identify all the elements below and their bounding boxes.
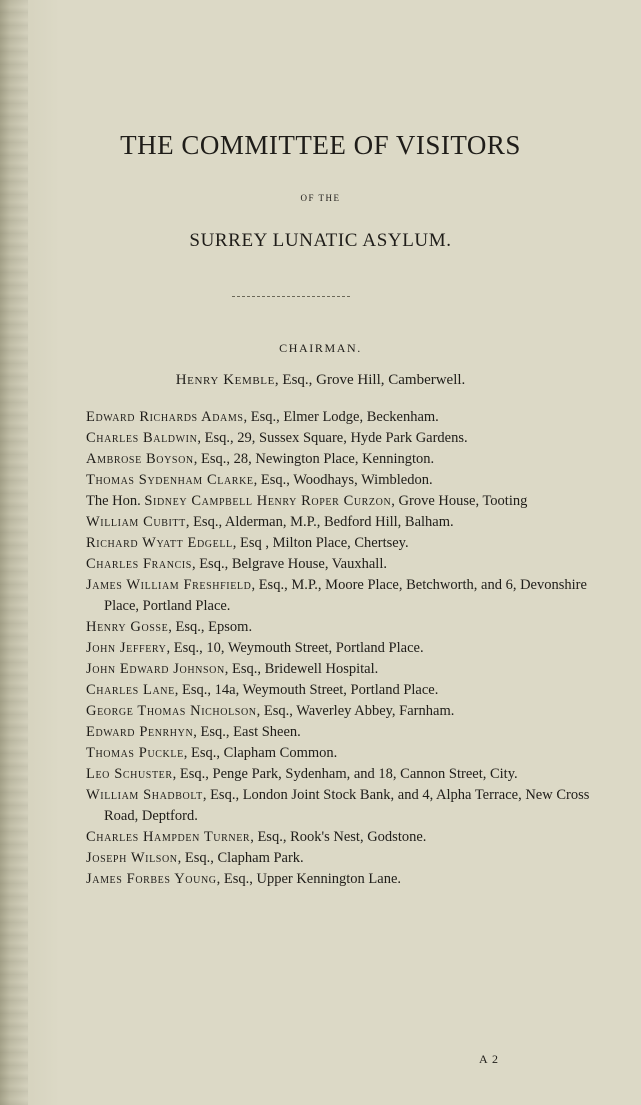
member-name: Thomas Puckle — [86, 745, 184, 761]
member-entry — [86, 491, 610, 512]
member-entry — [86, 470, 610, 491]
member-entry — [86, 575, 610, 617]
member-name: George Thomas Nicholson — [86, 703, 257, 719]
member-name: Richard Wyatt Edgell — [86, 535, 233, 551]
subtitle-of-the: OF THE — [300, 193, 341, 203]
member-name: Charles Lane — [86, 682, 175, 698]
member-list — [86, 407, 610, 890]
member-name: William Shadbolt — [86, 787, 203, 803]
member-name: John Edward Johnson — [86, 661, 225, 677]
member-details: , Esq., Elmer Lodge, Beckenham. — [243, 409, 439, 425]
member-name: Sidney Campbell Henry Roper Curzon — [144, 493, 392, 509]
member-entry — [86, 701, 610, 722]
divider-rule — [232, 296, 350, 297]
member-name: Edward Penrhyn — [86, 724, 194, 740]
member-entry — [86, 785, 610, 827]
member-name: John Jeffery — [86, 640, 167, 656]
member-details: , Esq., Rook's Nest, Godstone. — [250, 829, 427, 845]
member-name: Charles Francis — [86, 556, 192, 572]
chairman-name: Henry Kemble — [175, 372, 275, 388]
member-details: , Esq., 10, Weymouth Street, Portland Place. — [166, 640, 424, 656]
member-entry — [86, 764, 610, 785]
member-entry — [86, 827, 610, 848]
member-name: James William Freshfield — [86, 577, 252, 593]
page-title: THE COMMITTEE OF VISITORS — [120, 130, 521, 160]
member-details: , Esq., Upper Kennington Lane. — [216, 871, 402, 887]
page-signature: A 2 — [479, 1052, 500, 1066]
member-details: , Esq., Woodhays, Wimbledon. — [253, 472, 433, 488]
member-entry — [86, 743, 610, 764]
member-prefix: The Hon. — [86, 493, 145, 509]
member-name: Ambrose Boyson — [86, 451, 194, 467]
chairman-details: , Esq., Grove Hill, Camberwell. — [274, 372, 466, 388]
member-entry — [86, 533, 610, 554]
member-details: , Esq., Belgrave House, Vauxhall. — [191, 556, 387, 572]
member-entry — [86, 617, 610, 638]
member-details: , Esq., Epsom. — [168, 619, 253, 635]
member-name: Joseph Wilson — [86, 850, 178, 866]
member-details: , Esq., Penge Park, Sydenham, and 18, Cannon Street, City. — [172, 766, 518, 782]
member-entry — [86, 848, 610, 869]
member-entry — [86, 869, 610, 890]
member-details: , Esq., Clapham Common. — [183, 745, 338, 761]
member-details: , Esq., Bridewell Hospital. — [224, 661, 379, 677]
member-name: James Forbes Young — [86, 871, 217, 887]
member-entry — [86, 638, 610, 659]
member-name: Thomas Sydenham Clarke — [86, 472, 254, 488]
member-entry — [86, 428, 610, 449]
member-entry — [86, 449, 610, 470]
member-name: Leo Schuster — [86, 766, 173, 782]
member-name: Edward Richards Adams — [86, 409, 244, 425]
member-entry — [86, 659, 610, 680]
member-details: , Esq., Clapham Park. — [177, 850, 304, 866]
chairman-heading: CHAIRMAN. — [279, 341, 362, 355]
binding-edge — [0, 0, 28, 1105]
member-details: , Esq., M.P., Moore Place, Betchworth, and 6, Devonshire Place, Portland Place. — [104, 577, 587, 614]
institution-name: SURREY LUNATIC ASYLUM. — [189, 230, 452, 251]
member-details: , Grove House, Tooting — [391, 493, 528, 509]
member-details: , Esq., London Joint Stock Bank, and 4, Alpha Terrace, New Cross Road, Deptford. — [104, 787, 590, 824]
member-details: , Esq., Alderman, M.P., Bedford Hill, Balham. — [185, 514, 454, 530]
member-entry — [86, 722, 610, 743]
member-details: , Esq , Milton Place, Chertsey. — [232, 535, 409, 551]
member-name: William Cubitt — [86, 514, 186, 530]
member-details: , Esq., 28, Newington Place, Kennington. — [193, 451, 435, 467]
member-details: , Esq., 14a, Weymouth Street, Portland Place. — [174, 682, 439, 698]
chairman-entry — [0, 372, 641, 389]
member-entry — [86, 512, 610, 533]
member-entry — [86, 407, 610, 428]
member-details: , Esq., Waverley Abbey, Farnham. — [256, 703, 455, 719]
member-name: Charles Baldwin — [86, 430, 198, 446]
member-name: Charles Hampden Turner — [86, 829, 251, 845]
member-entry — [86, 554, 610, 575]
member-name: Henry Gosse — [86, 619, 169, 635]
member-details: , Esq., East Sheen. — [193, 724, 301, 740]
member-entry — [86, 680, 610, 701]
member-details: , Esq., 29, Sussex Square, Hyde Park Gardens. — [197, 430, 468, 446]
